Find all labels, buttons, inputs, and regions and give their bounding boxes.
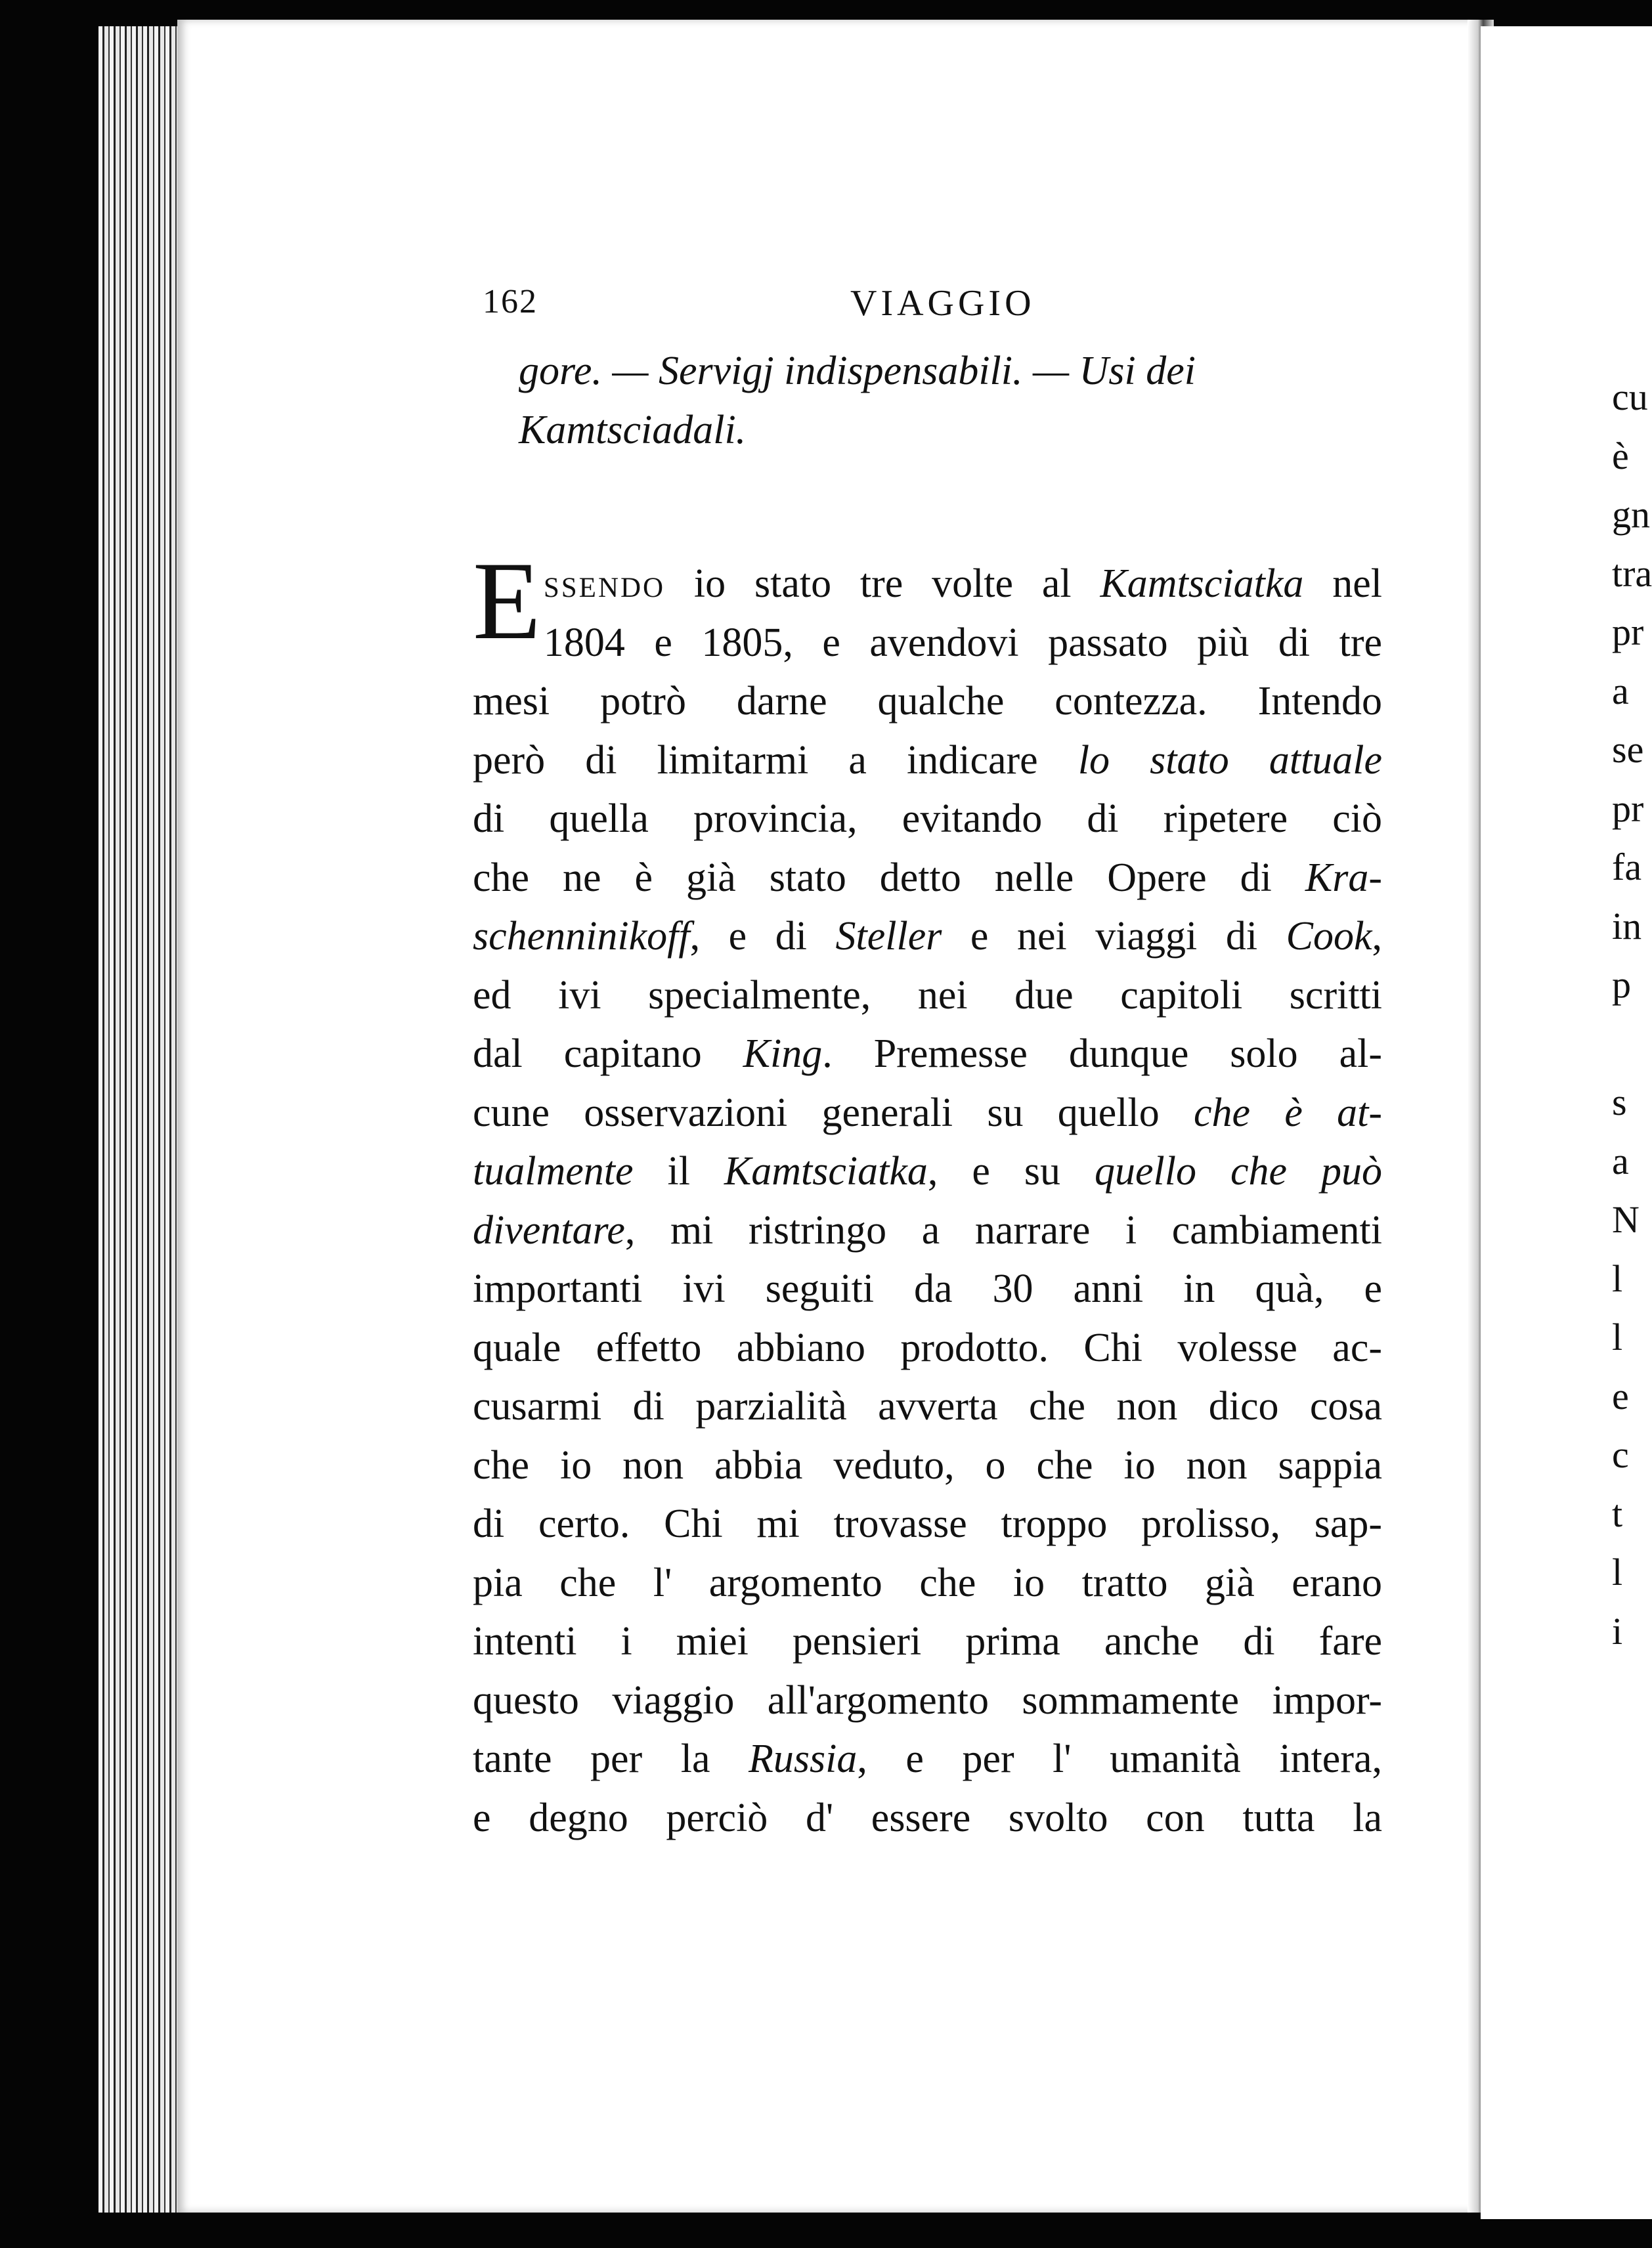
text-run: mesi potrò darne qualche contezza. Intendo xyxy=(473,679,1382,724)
text-line xyxy=(473,966,1382,1026)
text-line xyxy=(473,555,1382,614)
facing-line-fragment: s xyxy=(1612,1081,1627,1123)
italic-text: che è at- xyxy=(1194,1090,1382,1135)
text-run: che ne è già stato detto nelle Opere di xyxy=(473,855,1305,900)
text-run: , xyxy=(1372,914,1382,959)
facing-line-fragment: cu xyxy=(1612,376,1648,418)
italic-text: schenninikoff xyxy=(473,914,690,959)
text-run: io stato tre volte al xyxy=(665,561,1100,606)
text-run: tante per la xyxy=(473,1737,749,1781)
facing-line-fragment: l xyxy=(1612,1551,1623,1593)
text-line xyxy=(473,849,1382,908)
facing-line-fragment: in xyxy=(1612,904,1642,947)
body-paragraph xyxy=(473,539,1383,1848)
italic-text: King xyxy=(743,1031,823,1076)
text-run: e nei viaggi di xyxy=(942,914,1286,959)
facing-line-fragment: l xyxy=(1612,1257,1623,1300)
italic-text: tualmente xyxy=(473,1149,634,1194)
text-run: cune osservazioni generali su quello xyxy=(473,1090,1194,1135)
facing-line-fragment: pr xyxy=(1612,611,1644,653)
text-line xyxy=(473,1495,1382,1554)
facing-line-fragment: a xyxy=(1612,1139,1629,1182)
text-line xyxy=(473,1319,1382,1378)
text-run: che io non abbia veduto, o che io non sappia xyxy=(473,1442,1382,1488)
summary-line: Kamtsciadali. xyxy=(519,408,747,452)
facing-line-fragment: se xyxy=(1612,728,1644,771)
facing-line-fragment xyxy=(1612,1014,1652,1073)
italic-text: Kra- xyxy=(1305,855,1382,900)
running-head xyxy=(483,282,1379,328)
italic-text: Kamtsciatka xyxy=(724,1149,928,1194)
stacked-page-edges xyxy=(98,26,190,2213)
facing-line-fragment: l xyxy=(1612,1316,1623,1358)
text-run: , mi ristringo a narrare i cambiamenti xyxy=(624,1207,1382,1253)
italic-text: Russia xyxy=(749,1737,858,1781)
facing-line-fragment: p xyxy=(1612,963,1631,1006)
text-run: 1804 e 1805, e avendovi passato più di tre xyxy=(543,620,1382,665)
text-run: , e su xyxy=(927,1149,1095,1194)
italic-text: Kamtsciatka xyxy=(1100,561,1304,606)
text-run: nel xyxy=(1303,561,1382,606)
text-run: , e per l' umanità intera, xyxy=(857,1737,1382,1781)
italic-text: Cook xyxy=(1286,914,1372,959)
text-run: e degno perciò d' essere svolto con tutta la xyxy=(473,1795,1382,1840)
text-run: intenti i miei pensieri prima anche di fare xyxy=(473,1619,1382,1664)
italic-text: quello che può xyxy=(1095,1149,1382,1194)
text-run: quale effetto abbiano prodotto. Chi volesse ac- xyxy=(473,1325,1382,1370)
text-line xyxy=(473,1437,1382,1496)
facing-line-fragment: tra xyxy=(1612,551,1652,595)
text-line xyxy=(473,790,1382,849)
facing-line-fragment: e xyxy=(1612,1374,1629,1417)
summary-line: gore. — Servigj indispensabili. — Usi dei xyxy=(519,349,1196,393)
running-title: VIAGGIO xyxy=(850,283,1035,324)
text-run: cusarmi di parzialità avverta che non dico cosa xyxy=(473,1384,1382,1429)
text-line xyxy=(473,1672,1382,1731)
italic-text: Steller xyxy=(835,914,942,959)
text-run: questo viaggio all'argomento sommamente impor- xyxy=(473,1677,1382,1723)
text-line xyxy=(473,907,1382,966)
text-run: . Premesse dunque solo al- xyxy=(822,1031,1382,1076)
facing-line-fragment: gn xyxy=(1612,493,1650,536)
text-run: ed ivi specialmente, nei due capitoli scritti xyxy=(473,972,1382,1018)
text-line xyxy=(473,614,1382,673)
text-run: il xyxy=(633,1149,724,1194)
facing-line-fragment: t xyxy=(1612,1492,1623,1535)
text-line xyxy=(473,1612,1382,1672)
text-line xyxy=(473,1554,1382,1613)
facing-line-fragment: a xyxy=(1612,669,1629,712)
facing-line-fragment: fa xyxy=(1612,846,1642,888)
text-line xyxy=(473,731,1382,790)
text-run: di quella provincia, evitando di ripetere ciò xyxy=(473,796,1382,841)
text-line xyxy=(473,1377,1382,1437)
text-run: però di limitarmi a indicare xyxy=(473,737,1078,783)
text-run: importanti ivi seguiti da 30 anni in quà, e xyxy=(473,1266,1382,1311)
italic-text: diventare xyxy=(473,1207,625,1253)
facing-line-fragment: è xyxy=(1612,434,1629,477)
facing-line-fragment: c xyxy=(1612,1433,1629,1476)
italic-text: lo stato attuale xyxy=(1077,737,1383,783)
text-line xyxy=(473,1730,1382,1789)
text-line xyxy=(473,1789,1382,1848)
text-line xyxy=(473,672,1382,731)
page-number: 162 xyxy=(483,283,538,320)
chapter-summary xyxy=(519,341,1385,460)
facing-line-fragment: i xyxy=(1612,1609,1623,1653)
text-line xyxy=(473,1142,1382,1201)
text-line xyxy=(473,1025,1382,1084)
text-run: pia che l' argomento che io tratto già erano xyxy=(473,1560,1382,1605)
opening-word: ssendo xyxy=(543,561,666,606)
text-line xyxy=(473,1084,1382,1143)
text-line xyxy=(473,1260,1382,1319)
facing-page-text xyxy=(1612,368,1652,1660)
text-run: di certo. Chi mi trovasse troppo prolisso, sap- xyxy=(473,1502,1382,1546)
facing-line-fragment: pr xyxy=(1612,787,1644,830)
facing-line-fragment: N xyxy=(1612,1198,1640,1241)
text-line xyxy=(473,1201,1382,1261)
text-run: , e di xyxy=(689,914,836,959)
text-run: dal capitano xyxy=(473,1031,743,1076)
drop-cap: E xyxy=(473,539,541,662)
